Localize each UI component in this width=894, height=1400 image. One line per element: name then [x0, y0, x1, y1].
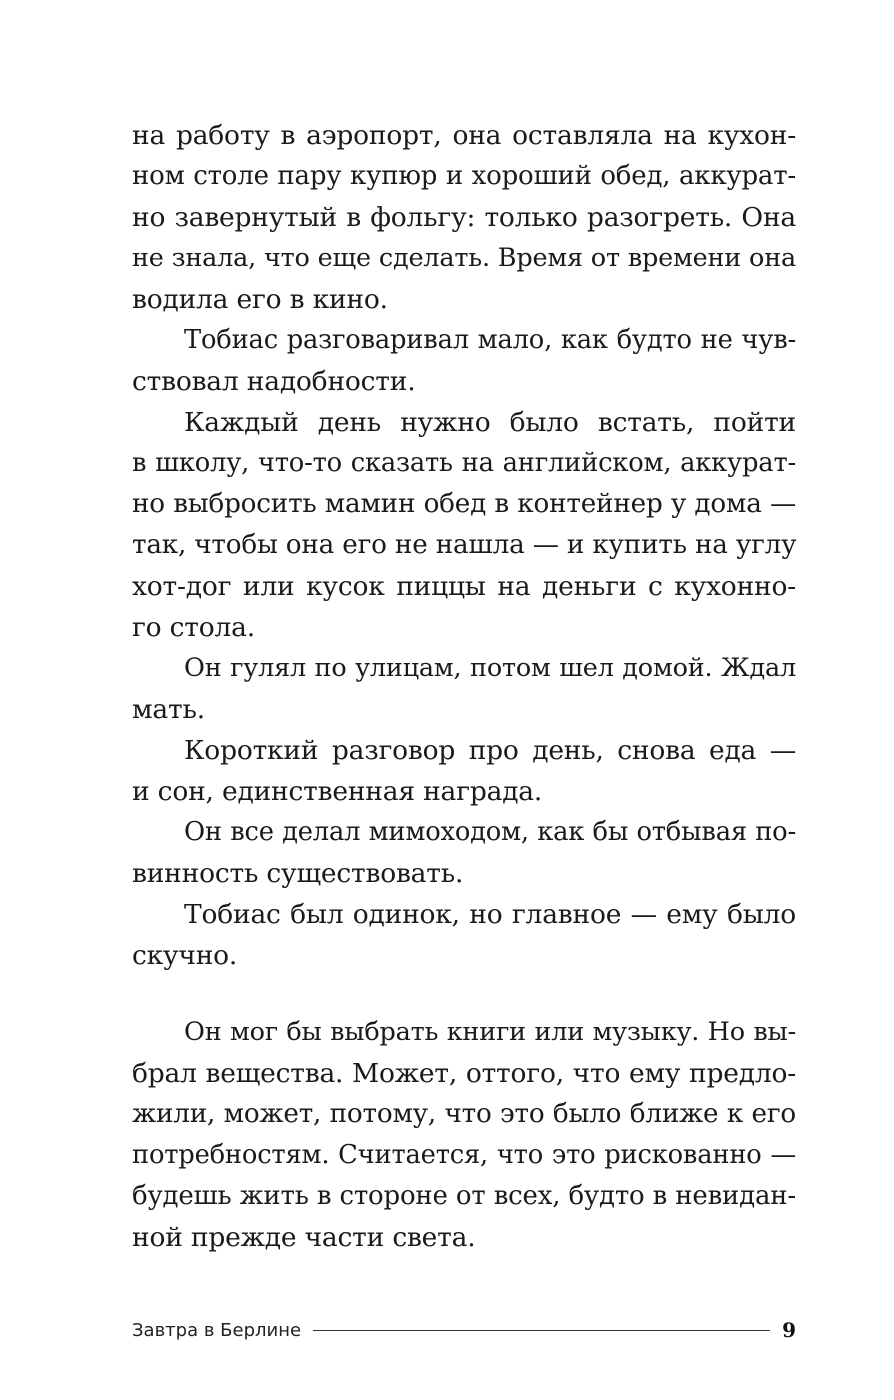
- text-line: винность существовать.: [132, 858, 464, 889]
- text-block-2: [132, 1012, 796, 1258]
- text-line: потребностям. Считается, что это рискованно —: [132, 1140, 796, 1170]
- text-line: ном столе пару купюр и хороший обед, аккурат-: [132, 161, 796, 191]
- page-footer: [132, 1317, 796, 1343]
- text-line: будешь жить в стороне от всех, будто в невидан-: [132, 1181, 796, 1211]
- text-line: жили, может, потому, что это было ближе к его: [132, 1099, 796, 1129]
- text-line: ствовал надобности.: [132, 366, 416, 397]
- text-line: и сон, единственная награда.: [132, 776, 543, 807]
- text-line: Он гулял по улицам, потом шел домой. Ждал: [184, 653, 796, 683]
- page-number: 9: [782, 1318, 796, 1342]
- text-line: но завернутый в фольгу: только разогреть. Она: [132, 202, 796, 233]
- text-line: Каждый день нужно было встать, пойти: [184, 407, 796, 438]
- text-line: хот-дог или кусок пиццы на деньги с кухонно-: [132, 571, 796, 602]
- text-line: мать.: [132, 694, 205, 725]
- text-line: Тобиас был одинок, но главное — ему было: [184, 899, 796, 930]
- text-line: брал вещества. Может, оттого, что ему предло-: [132, 1058, 796, 1089]
- text-block-1: [132, 115, 796, 976]
- text-line: в школу, что-то сказать на английском, аккурат-: [132, 448, 796, 478]
- running-title: Завтра в Берлине: [132, 1319, 302, 1341]
- text-line: на работу в аэропорт, она оставляла на кухон-: [132, 120, 796, 151]
- text-line: Короткий разговор про день, снова еда —: [184, 735, 796, 766]
- text-line: водила его в кино.: [132, 284, 388, 315]
- text-line: но выбросить мамин обед в контейнер у дома —: [132, 489, 796, 519]
- text-line: ной прежде части света.: [132, 1222, 476, 1253]
- text-line: Он мог бы выбрать книги или музыку. Но вы-: [184, 1017, 796, 1047]
- text-line: скучно.: [132, 940, 238, 971]
- text-line: не знала, что еще сделать. Время от времени она: [132, 243, 796, 273]
- text-line: го стола.: [132, 612, 255, 643]
- text-line: Тобиас разговаривал мало, как будто не чув-: [184, 325, 796, 355]
- text-line: Он все делал мимоходом, как бы отбывая по-: [184, 817, 796, 847]
- footer-divider: [313, 1330, 770, 1331]
- text-line: так, чтобы она его не нашла — и купить на углу: [132, 530, 797, 560]
